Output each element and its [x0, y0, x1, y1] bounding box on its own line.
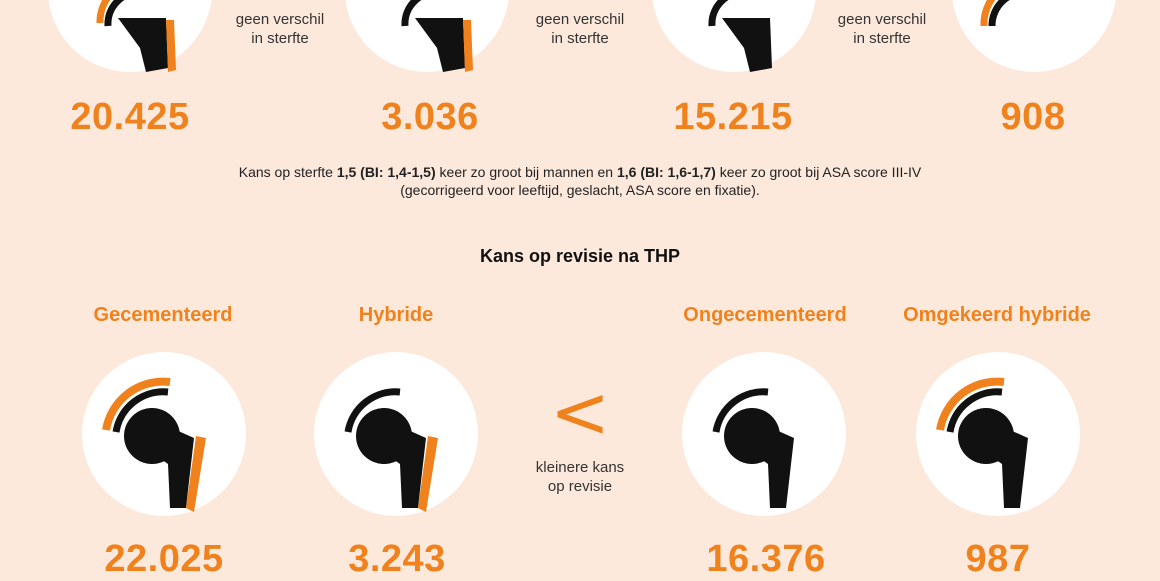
category-label: Ongecementeerd — [683, 304, 847, 326]
count-value: 20.425 — [70, 96, 190, 138]
note-text: keer zo groot bij mannen en — [435, 164, 617, 180]
category-label: Omgekeerd hybride — [903, 304, 1091, 326]
note-text: keer zo groot bij ASA score III-IV — [715, 164, 922, 180]
count-value: 987 — [965, 538, 1031, 580]
comparison-text: geen verschil in sterfte — [535, 11, 625, 47]
count-value: 16.376 — [706, 538, 826, 580]
hip-implant-icon — [652, 0, 816, 72]
count-value: 15.215 — [673, 96, 793, 138]
category-label: Gecementeerd — [93, 304, 233, 326]
comparison-text: kleinere kans op revisie — [535, 459, 625, 495]
section-heading: Kans op revisie na THP — [479, 246, 681, 266]
note-value: 1,5 (BI: 1,4-1,5) — [336, 164, 436, 180]
count-value: 3.243 — [348, 538, 446, 580]
less-than-symbol: < — [549, 370, 611, 454]
mortality-note — [100, 163, 1060, 199]
hip-implant-icon — [48, 0, 212, 72]
hip-implant-icon — [952, 0, 1116, 72]
comparison-text: geen verschil in sterfte — [235, 11, 325, 47]
count-value: 908 — [1000, 96, 1066, 138]
hip-implant-icon — [916, 352, 1080, 516]
note-text: Kans op sterfte — [238, 164, 337, 180]
note-text: (gecorrigeerd voor leeftijd, geslacht, ASA score en fixatie). — [400, 182, 760, 198]
hip-implant-icon — [345, 0, 509, 72]
hip-implant-icon — [682, 352, 846, 516]
category-label: Hybride — [358, 304, 434, 326]
hip-implant-icon — [314, 352, 478, 516]
count-value: 22.025 — [104, 538, 224, 580]
comparison-text: geen verschil in sterfte — [837, 11, 927, 47]
count-value: 3.036 — [381, 96, 479, 138]
hip-implant-icon — [82, 352, 246, 516]
note-value: 1,6 (BI: 1,6-1,7) — [616, 164, 716, 180]
